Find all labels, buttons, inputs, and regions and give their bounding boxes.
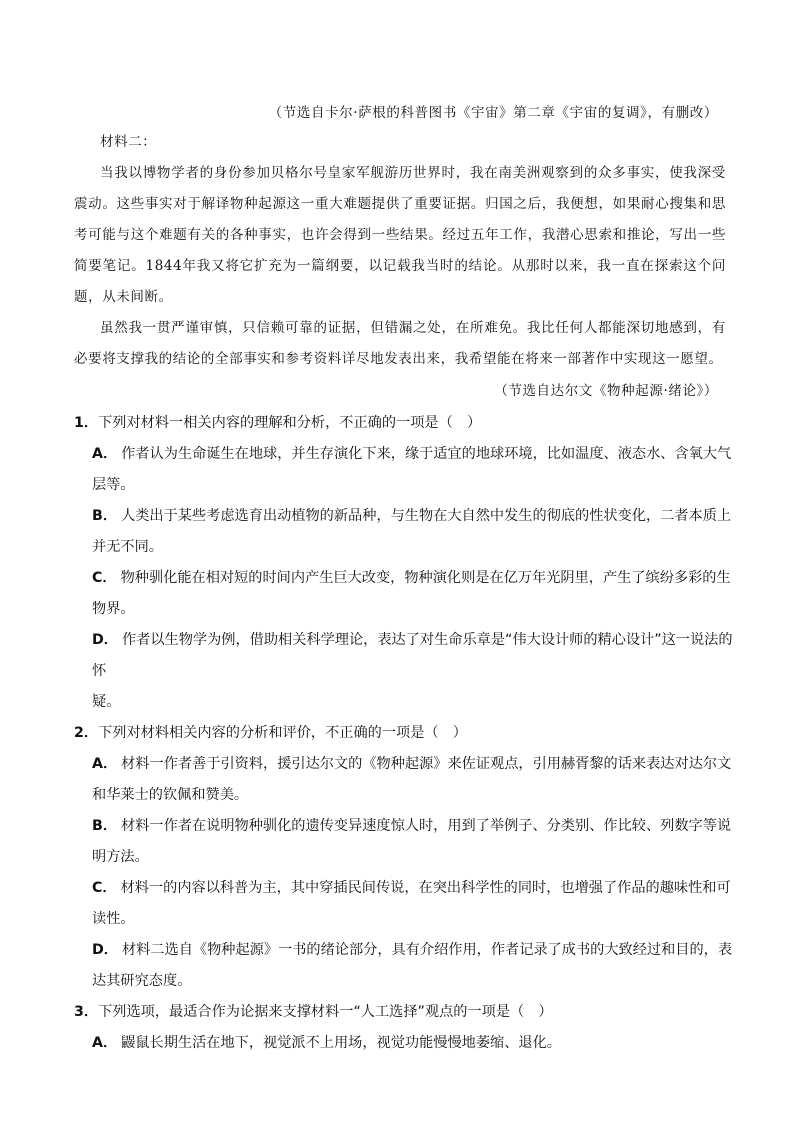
option-letter: C． (92, 880, 117, 896)
option-letter: D． (92, 632, 118, 648)
material2-paragraph-1: 当我以博物学者的身份参加贝格尔号皇家军舰游历世界时，我在南美洲观察到的众多事实，使我深受震动。这些事实对于解译物种起源这一重大难题提供了重要证据。归国之后，我便想，如果耐心搜集和思考可能与这个难题有关的各种事实，也许会得到一些结果。经过五年工作，我潜心思索和推论，写出一些简要笔记。1844年我又将它扩充为一篇纲要，以记载我当时的结论。从那时以来，我一直在探索这个问题，从未间断。 (74, 165, 726, 305)
question-1 (74, 408, 734, 439)
option-text-line: 明方法。 (92, 849, 149, 865)
option-letter: C． (92, 570, 117, 586)
question-1-option-c[interactable] (74, 563, 734, 625)
question-3 (74, 997, 734, 1028)
question-list (74, 408, 734, 1059)
option-letter: A． (92, 1035, 118, 1051)
option-text-line: 达其研究态度。 (92, 973, 192, 989)
option-text-line: 材料二选自《物种起源》一书的绪论部分，具有介绍作用，作者记录了成书的大致经过和目的，表 (121, 942, 733, 958)
material2-source-citation: （节选自达尔文《物种起源·绪论》） (494, 383, 718, 399)
option-text-line: 层等。 (92, 477, 135, 493)
option-text-line: 物界。 (92, 601, 135, 617)
option-letter: A． (92, 446, 118, 462)
option-letter: A． (92, 756, 118, 772)
option-text-line: 疑。 (92, 694, 121, 710)
question-1-option-d[interactable] (74, 625, 734, 718)
question-2-option-c[interactable] (74, 873, 734, 935)
option-text-line: 作者以生物学为例，借助相关科学理论，表达了对生命乐章是“伟大设计师的精心设计”这一说法的怀 (92, 632, 733, 679)
option-text-line: 物种驯化能在相对短的时间内产生巨大改变，物种演化则是在亿万年光阴里，产生了缤纷多彩的生 (120, 570, 731, 586)
option-text-line: 材料一作者善于引资料，援引达尔文的《物种起源》来佐证观点，引用赫胥黎的话来表达对达尔文 (121, 756, 732, 772)
question-2-option-b[interactable] (74, 811, 734, 873)
material2-paragraph-2: 虽然我一贯严谨审慎，只信赖可靠的证据，但错漏之处，在所难免。我比任何人都能深切地感到，有必要将支撑我的结论的全部事实和参考资料详尽地发表出来，我希望能在将来一部著作中实现这一愿望。 (74, 320, 726, 367)
question-3-option-a[interactable] (74, 1028, 734, 1059)
option-text-line: 作者认为生命诞生在地球，并生存演化下来，缘于适宜的地球环境，比如温度、液态水、含氧大气 (121, 446, 732, 462)
option-text-line: 鼹鼠长期生活在地下，视觉派不上用场，视觉功能慢慢地萎缩、退化。 (121, 1035, 561, 1051)
question-2-option-d[interactable] (74, 935, 734, 997)
question-2 (74, 718, 734, 749)
option-text-line: 并无不同。 (92, 539, 163, 555)
question-number: 1． (74, 415, 99, 431)
question-stem: 下列对材料一相关内容的理解和分析，不正确的一项是（ ） (98, 415, 482, 431)
question-1-option-a[interactable] (74, 439, 734, 501)
option-text-line: 和华莱士的钦佩和赞美。 (92, 787, 249, 803)
question-number: 2． (74, 725, 99, 741)
option-text-line: 材料一作者在说明物种驯化的遗传变异速度惊人时，用到了举例子、分类别、作比较、列数字等说 (121, 818, 732, 834)
option-letter: B． (92, 508, 118, 524)
option-letter: B． (92, 818, 118, 834)
question-number: 3． (74, 1004, 99, 1020)
option-text-line: 人类出于某些考虑选育出动植物的新品种，与生物在大自然中发生的彻底的性状变化，二者本质上 (121, 508, 732, 524)
question-stem: 下列对材料相关内容的分析和评价，不正确的一项是（ ） (98, 725, 467, 741)
question-2-option-a[interactable] (74, 749, 734, 811)
option-letter: D． (92, 942, 118, 958)
material1-source-citation: （节选自卡尔·萨根的科普图书《宇宙》第二章《宇宙的复调》，有删改） (268, 105, 718, 121)
question-stem: 下列选项，最适合作为论据来支撑材料一“人工选择”观点的一项是（ ） (98, 1004, 553, 1020)
question-1-option-b[interactable] (74, 501, 734, 563)
option-text-line: 读性。 (92, 911, 135, 927)
material2-label: 材料二： (100, 134, 157, 150)
option-text-line: 材料一的内容以科普为主，其中穿插民间传说，在突出科学性的同时，也增强了作品的趣味性和可 (120, 880, 731, 896)
